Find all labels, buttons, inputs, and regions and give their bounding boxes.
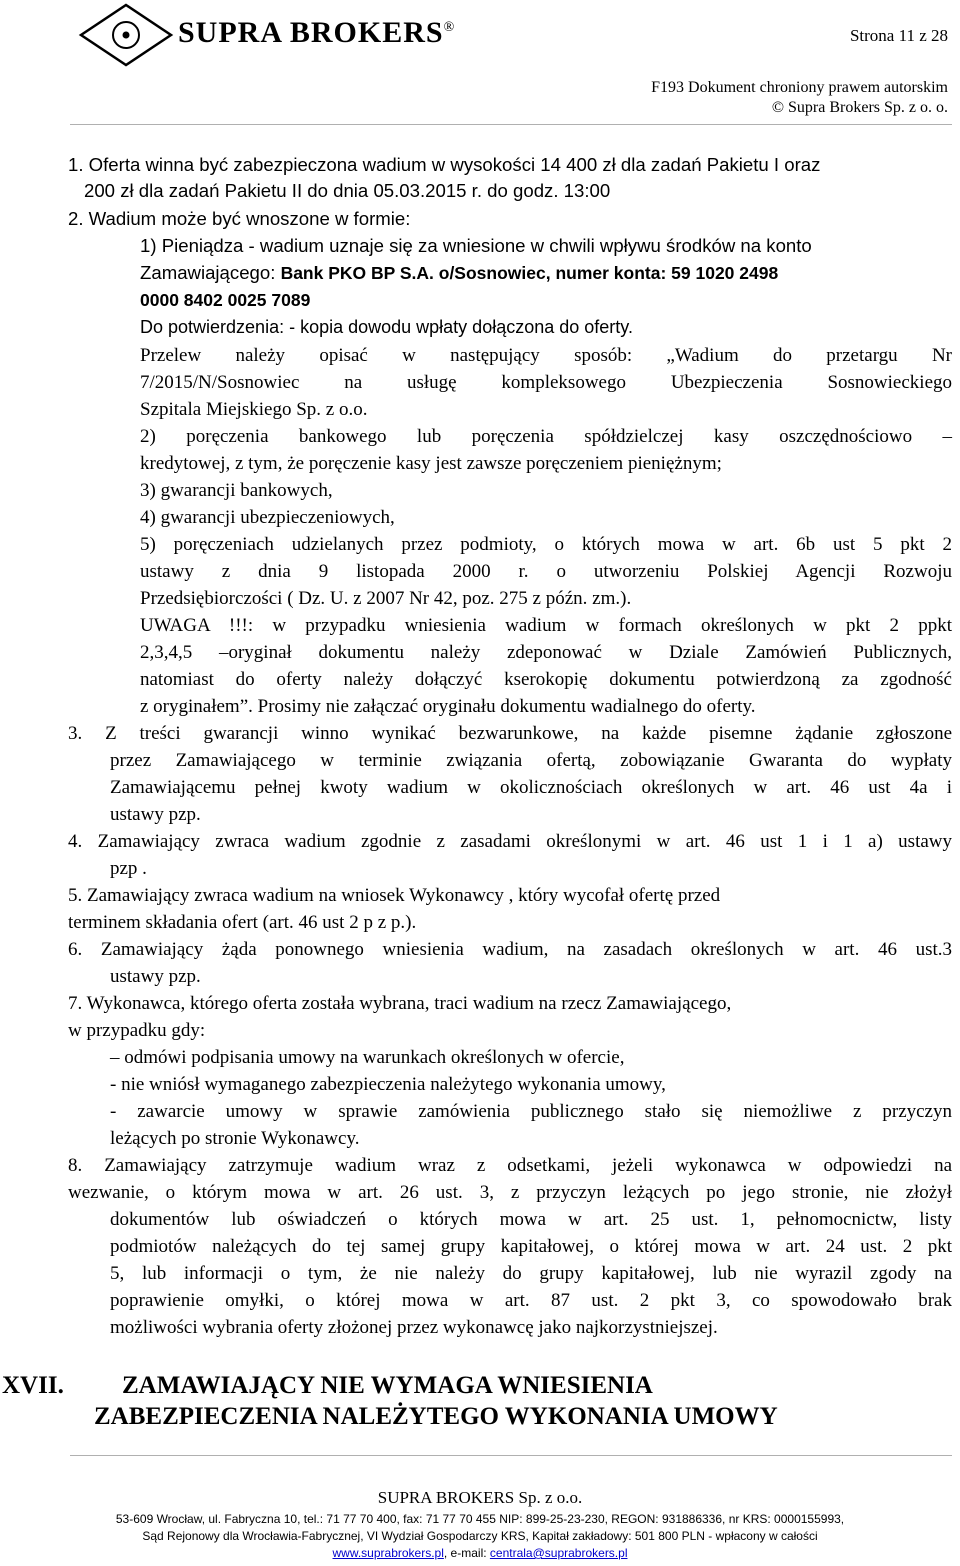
body-line: leżących po stronie Wykonawcy.	[110, 1128, 360, 1149]
body-line: 5. Zamawiający zwraca wadium na wniosek Wykonawcy , który wycofał ofertę przed	[68, 885, 721, 906]
body-line: 3. Z treści gwarancji winno wynikać bezwarunkowe, na każde pisemne żądanie zgłoszone	[68, 723, 952, 744]
body-line: 0000 8402 0025 7089	[140, 290, 311, 310]
body-line: ustawy pzp.	[110, 966, 201, 987]
registered-mark: ®	[443, 20, 456, 35]
body-line: w przypadku gdy:	[68, 1020, 206, 1041]
header-divider	[70, 124, 952, 125]
email-link[interactable]: centrala@suprabrokers.pl	[489, 1546, 628, 1560]
section-title-line-1: ZAMAWIAJĄCY NIE WYMAGA WNIESIENIA	[122, 1372, 653, 1399]
body-line: Zamawiającemu pełnej kwoty wadium w okolicznościach określonych w art. 46 ust 4a i	[110, 777, 952, 798]
body-line: wezwanie, o którym mowa w art. 26 ust. 3, z przyczyn leżących po jego stronie, nie złożył	[68, 1182, 952, 1203]
body-line: możliwości wybrania oferty złożonej przez wykonawcę jako najkorzystniejszej.	[110, 1317, 718, 1338]
body-line: podmiotów należących do tej samej grupy kapitałowej, o której mowa w art. 24 ust. 2 pkt	[110, 1236, 952, 1257]
body-line: – odmówi podpisania umowy na warunkach określonych w ofercie,	[110, 1047, 625, 1068]
copyright-notice: F193 Dokument chroniony prawem autorskim	[651, 79, 948, 96]
body-line: 8. Zamawiający zatrzymuje wadium wraz z odsetkami, jeżeli wykonawca w odpowiedzi na	[68, 1155, 952, 1176]
email-label: , e-mail:	[443, 1546, 490, 1560]
footer-company: SUPRA BROKERS Sp. z o.o.	[377, 1488, 583, 1507]
body-line: 4) gwarancji ubezpieczeniowych,	[140, 507, 395, 528]
logo-text: SUPRA BROKERS	[178, 16, 444, 49]
body-line: 6. Zamawiający żąda ponownego wniesienia wadium, na zasadach określonych w art. 46 ust.3	[68, 939, 952, 960]
footer-court: Sąd Rejonowy dla Wrocławia-Fabrycznej, VI Wydział Gospodarczy KRS, Kapitał zakładowy: 501 800 PLN - wpłacony w całości	[142, 1529, 818, 1543]
footer-contact	[0, 1545, 960, 1562]
body-line: z oryginałem”. Prosimy nie załączać oryginału dokumentu wadialnego do oferty.	[140, 696, 756, 717]
website-link[interactable]: www.suprabrokers.pl	[332, 1546, 444, 1560]
body-line: 2. Wadium może być wnoszone w formie:	[68, 208, 411, 229]
body-line: kredytowej, z tym, że poręczenie kasy jest zawsze poręczeniem pieniężnym;	[140, 453, 722, 474]
page-number: Strona 11 z 28	[849, 26, 948, 45]
body-line: 5) poręczeniach udzielanych przez podmioty, o których mowa w art. 6b ust 5 pkt 2	[140, 534, 952, 555]
body-line: 7. Wykonawca, którego oferta została wybrana, traci wadium na rzecz Zamawiającego,	[68, 993, 732, 1014]
body-line: 4. Zamawiający zwraca wadium zgodnie z zasadami określonymi w art. 46 ust 1 i 1 a) ustawy	[68, 831, 952, 852]
logo-diamond-icon	[78, 2, 174, 68]
body-line: ustawy z dnia 9 listopada 2000 r. o utworzeniu Polskiej Agencji Rozwoju	[140, 561, 952, 582]
section-title-line-2: ZABEZPIECZENIA NALEŻYTEGO WYKONANIA UMOWY	[94, 1403, 778, 1430]
body-line: - nie wniósł wymaganego zabezpieczenia należytego wykonania umowy,	[110, 1074, 666, 1095]
section-number: XVII.	[2, 1372, 64, 1399]
body-line: 2) poręczenia bankowego lub poręczenia spółdzielczej kasy oszczędnościowo –	[140, 426, 952, 447]
body-line: terminem składania ofert (art. 46 ust 2 p z p.).	[68, 912, 417, 933]
copyright-owner: © Supra Brokers Sp. z o. o.	[771, 99, 948, 116]
body-line: Zamawiającego: Bank PKO BP S.A. o/Sosnowiec, numer konta: 59 1020 2498	[140, 262, 779, 283]
body-line: 2,3,4,5 –oryginał dokumentu należy zdeponować w Dziale Zamówień Publicznych,	[140, 642, 952, 663]
body-line: Przelew należy opisać w następujący sposób: „Wadium do przetargu Nr	[140, 345, 952, 366]
body-line: 5, lub informacji o tym, że nie należy do grupy kapitałowej, lub nie wyrazil zgody na	[110, 1263, 952, 1284]
body-line: UWAGA !!!: w przypadku wniesienia wadium w formach określonych w pkt 2 ppkt	[140, 615, 952, 636]
footer-address: 53-609 Wrocław, ul. Fabryczna 10, tel.: 71 77 70 400, fax: 71 77 70 455 NIP: 899-25-23-230, REGON: 931886336, nr KRS: 0000155993,	[115, 1512, 845, 1526]
body-line: 1. Oferta winna być zabezpieczona wadium w wysokości 14 400 zł dla zadań Pakietu I oraz	[68, 154, 821, 175]
body-line: 200 zł dla zadań Pakietu II do dnia 05.03.2015 r. do godz. 13:00	[84, 180, 611, 201]
body-line: poprawienie omyłki, o której mowa w art. 87 ust. 2 pkt 3, co spowodowało brak	[110, 1290, 952, 1311]
body-line: ustawy pzp.	[110, 804, 201, 825]
body-line: 7/2015/N/Sosnowiec na usługę kompleksowego Ubezpieczenia Sosnowieckiego	[140, 372, 952, 393]
body-line: przez Zamawiającego w terminie związania ofertą, zobowiązanie Gwaranta do wypłaty	[110, 750, 952, 771]
body-line: pzp .	[110, 858, 147, 879]
body-line: 1) Pieniądza - wadium uznaje się za wniesione w chwili wpływu środków na konto	[140, 235, 812, 256]
footer-divider	[70, 1455, 952, 1456]
body-line: Przedsiębiorczości ( Dz. U. z 2007 Nr 42, poz. 275 z późn. zm.).	[140, 588, 632, 609]
body-line: 3) gwarancji bankowych,	[140, 480, 333, 501]
body-line: Szpitala Miejskiego Sp. z o.o.	[140, 399, 368, 420]
body-line: Do potwierdzenia: - kopia dowodu wpłaty dołączona do oferty.	[140, 317, 633, 337]
body-line: - zawarcie umowy w sprawie zamówienia publicznego stało się niemożliwe z przyczyn	[110, 1101, 952, 1122]
body-line: dokumentów lub oświadczeń o których mowa w art. 25 ust. 1, pełnomocnictw, listy	[110, 1209, 952, 1230]
body-line: natomiast do oferty należy dołączyć kserokopię dokumentu potwierdzoną za zgodność	[140, 669, 952, 690]
